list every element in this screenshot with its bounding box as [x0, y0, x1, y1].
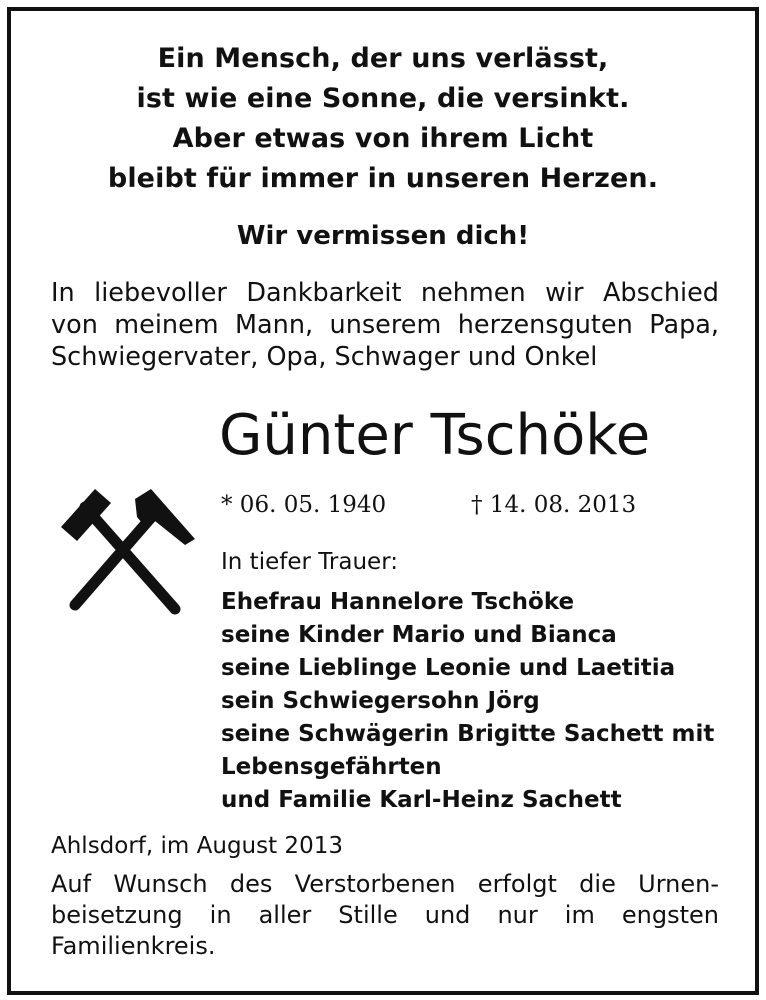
- intro-line: Schwiegervater, Opa, Schwager und Onkel: [51, 342, 598, 372]
- poem-line: ist wie eine Sonne, die versinkt.: [136, 83, 630, 114]
- obituary-frame: [7, 7, 759, 995]
- miss-you-line: Wir vermissen dich!: [236, 221, 530, 251]
- mourners-list: [221, 586, 714, 817]
- death-date: † 14. 08. 2013: [471, 492, 637, 518]
- mourning-heading: In tiefer Trauer:: [221, 549, 398, 575]
- birth-date: * 06. 05. 1940: [221, 492, 387, 518]
- poem-line: Aber etwas von ihrem Licht: [172, 123, 594, 154]
- crossed-hammer-and-pick-icon: [55, 485, 199, 617]
- notice-line: Auf Wunsch des Verstorbenen erfolgt die Urnen-: [51, 870, 719, 898]
- mourner-line: Lebensgefährten: [221, 754, 442, 780]
- mourner-line: seine Kinder Mario und Bianca: [221, 622, 617, 648]
- poem: [11, 39, 755, 199]
- mourner-line: seine Lieblinge Leonie und Laetitia: [221, 655, 676, 681]
- intro-line: In liebevoller Dankbarkeit nehmen wir Abschied: [51, 278, 719, 308]
- mourner-line: seine Schwägerin Brigitte Sachett mit: [221, 721, 715, 747]
- notice-line: Familienkreis.: [51, 932, 216, 960]
- place-and-date: Ahlsdorf, im August 2013: [51, 833, 343, 859]
- intro-line: von meinem Mann, unserem herzensguten Papa,: [51, 310, 719, 340]
- mourner-line: sein Schwiegersohn Jörg: [221, 688, 540, 714]
- pick-head: [135, 489, 195, 545]
- notice-line: beisetzung in aller Stille und nur im engsten: [51, 901, 719, 929]
- mourner-line: und Familie Karl-Heinz Sachett: [221, 787, 622, 813]
- burial-notice: [51, 869, 719, 962]
- intro-text: [51, 277, 719, 373]
- deceased-name: Günter Tschöke: [219, 403, 651, 468]
- poem-line: bleibt für immer in unseren Herzen.: [107, 163, 659, 194]
- mourner-line: Ehefrau Hannelore Tschöke: [221, 589, 575, 615]
- poem-line: Ein Mensch, der uns verlässt,: [157, 43, 609, 74]
